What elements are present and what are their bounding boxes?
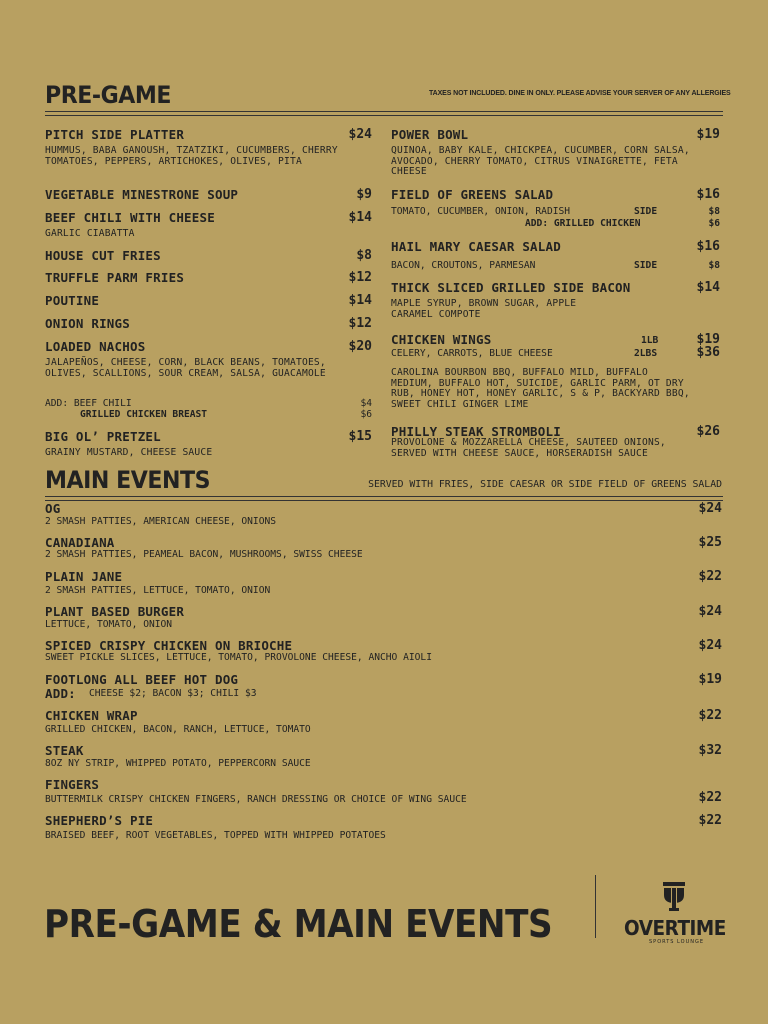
item-description: BACON, CROUTONS, PARMESAN bbox=[391, 260, 536, 271]
item-name: BEEF CHILI WITH CHEESE bbox=[45, 210, 215, 225]
brand-name: OVERTIME bbox=[624, 916, 726, 940]
pregame-rule-bottom bbox=[45, 115, 723, 116]
item-price: $15 bbox=[348, 429, 372, 444]
item-price: $32 bbox=[698, 743, 722, 758]
add-on-price: $4 bbox=[360, 398, 372, 409]
item-price: $16 bbox=[696, 187, 720, 202]
item-price: $8 bbox=[356, 248, 372, 263]
main-events-title: MAIN EVENTS bbox=[45, 466, 211, 494]
item-price: $19 bbox=[698, 672, 722, 687]
add-on-label: ADD: BEEF CHILI bbox=[45, 398, 132, 409]
item-price: $24 bbox=[698, 501, 722, 516]
side-label: SIDE bbox=[634, 260, 658, 271]
item-name: FIELD OF GREENS SALAD bbox=[391, 187, 554, 202]
item-description: LETTUCE, TOMATO, ONION bbox=[45, 619, 173, 630]
item-name: CHICKEN WINGS bbox=[391, 332, 492, 347]
add-on-options: CHEESE $2; BACON $3; CHILI $3 bbox=[89, 688, 257, 699]
item-description: GARLIC CIABATTA bbox=[45, 228, 135, 239]
item-name: POUTINE bbox=[45, 293, 100, 308]
item-description: PROVOLONE & MOZZARELLA CHEESE, SAUTEED ONIONS, SERVED WITH CHEESE SAUCE, HORSERADISH SAUCE bbox=[391, 437, 666, 459]
item-name: BIG OL’ PRETZEL bbox=[45, 429, 161, 444]
item-description: SWEET PICKLE SLICES, LETTUCE, TOMATO, PROVOLONE CHEESE, ANCHO AIOLI bbox=[45, 652, 432, 663]
item-price: $26 bbox=[696, 424, 720, 439]
add-on-price: $6 bbox=[360, 409, 372, 420]
item-price: $22 bbox=[698, 813, 722, 828]
item-price: $24 bbox=[348, 127, 372, 142]
add-on-label: ADD: GRILLED CHICKEN bbox=[525, 218, 641, 229]
add-on-price: $6 bbox=[708, 218, 720, 229]
item-name: OG bbox=[45, 501, 61, 516]
item-description: TOMATO, CUCUMBER, ONION, RADISH bbox=[391, 206, 571, 217]
item-description: 2 SMASH PATTIES, LETTUCE, TOMATO, ONION bbox=[45, 585, 271, 596]
item-name: THICK SLICED GRILLED SIDE BACON bbox=[391, 280, 631, 295]
item-price: $22 bbox=[698, 790, 722, 805]
item-name: SHEPHERD’S PIE bbox=[45, 813, 154, 828]
pregame-title: PRE-GAME bbox=[45, 81, 172, 109]
item-price: $24 bbox=[698, 638, 722, 653]
item-description: QUINOA, BABY KALE, CHICKPEA, CUCUMBER, CORN SALSA, AVOCADO, CHERRY TOMATO, CITRUS VINAIGRETTE, FETA CHEESE bbox=[391, 145, 690, 178]
item-price: $24 bbox=[698, 604, 722, 619]
item-description: GRILLED CHICKEN, BACON, RANCH, LETTUCE, TOMATO bbox=[45, 724, 311, 735]
item-price: $14 bbox=[348, 293, 372, 308]
item-price: $14 bbox=[348, 210, 372, 225]
item-name: PLAIN JANE bbox=[45, 569, 123, 584]
allergy-notice: TAXES NOT INCLUDED. DINE IN ONLY. PLEASE ADVISE YOUR SERVER OF ANY ALLERGIES bbox=[429, 90, 731, 97]
item-description: JALAPEÑOS, CHEESE, CORN, BLACK BEANS, TOMATOES, OLIVES, SCALLIONS, SOUR CREAM, SALSA, GUACAMOLE bbox=[45, 357, 326, 379]
item-price: $12 bbox=[348, 316, 372, 331]
item-name: STEAK bbox=[45, 743, 84, 758]
item-name: TRUFFLE PARM FRIES bbox=[45, 270, 185, 285]
served-with-note: SERVED WITH FRIES, SIDE CAESAR OR SIDE FIELD OF GREENS SALAD bbox=[368, 479, 722, 490]
item-name: LOADED NACHOS bbox=[45, 339, 146, 354]
item-description: BRAISED BEEF, ROOT VEGETABLES, TOPPED WITH WHIPPED POTATOES bbox=[45, 830, 386, 841]
item-name: ONION RINGS bbox=[45, 316, 130, 331]
pregame-rule-top bbox=[45, 111, 723, 112]
side-label: SIDE bbox=[634, 206, 658, 217]
side-price: $8 bbox=[708, 206, 720, 217]
add-on-label: GRILLED CHICKEN BREAST bbox=[80, 409, 208, 420]
item-name: FINGERS bbox=[45, 777, 100, 792]
item-description: MAPLE SYRUP, BROWN SUGAR, APPLE CARAMEL COMPOTE bbox=[391, 298, 577, 320]
mains-rule-bottom bbox=[45, 500, 723, 501]
item-price: $16 bbox=[696, 239, 720, 254]
size-label: 1LB bbox=[641, 335, 659, 346]
item-price: $20 bbox=[348, 339, 372, 354]
brand-tagline: SPORTS LOUNGE bbox=[649, 939, 705, 945]
size-label: 2LBS bbox=[634, 348, 658, 359]
item-description: HUMMUS, BABA GANOUSH, TZATZIKI, CUCUMBERS, CHERRY TOMATOES, PEPPERS, ARTICHOKES, OLIVES, PITA bbox=[45, 145, 338, 167]
item-name: SPICED CRISPY CHICKEN ON BRIOCHE bbox=[45, 638, 293, 653]
wing-flavours: CAROLINA BOURBON BBQ, BUFFALO MILD, BUFFALO MEDIUM, BUFFALO HOT, SUICIDE, GARLIC PARM, OT DRY RUB, HONEY HOT, HONEY GARLIC, S & P, BACKYARD BBQ, SWEET CHILI GINGER LIME bbox=[391, 367, 690, 410]
add-on-label: ADD: bbox=[45, 686, 76, 701]
mains-rule-top bbox=[45, 496, 723, 497]
item-price: $9 bbox=[356, 187, 372, 202]
item-name: POWER BOWL bbox=[391, 127, 469, 142]
item-description: 8OZ NY STRIP, WHIPPED POTATO, PEPPERCORN SAUCE bbox=[45, 758, 311, 769]
footer-title: PRE-GAME & MAIN EVENTS bbox=[44, 902, 553, 946]
item-name: CANADIANA bbox=[45, 535, 115, 550]
side-price: $8 bbox=[708, 260, 720, 271]
item-name: PITCH SIDE PLATTER bbox=[45, 127, 185, 142]
item-name: VEGETABLE MINESTRONE SOUP bbox=[45, 187, 239, 202]
item-description: 2 SMASH PATTIES, AMERICAN CHEESE, ONIONS bbox=[45, 516, 277, 527]
overtime-trophy-logo-icon bbox=[660, 881, 688, 913]
item-name: PLANT BASED BURGER bbox=[45, 604, 185, 619]
item-price: $12 bbox=[348, 270, 372, 285]
footer-divider bbox=[595, 875, 596, 938]
item-price: $22 bbox=[698, 708, 722, 723]
item-price: $25 bbox=[698, 535, 722, 550]
item-name: CHICKEN WRAP bbox=[45, 708, 138, 723]
item-price: $19 bbox=[696, 127, 720, 142]
item-description: CELERY, CARROTS, BLUE CHEESE bbox=[391, 348, 553, 359]
item-name: HAIL MARY CAESAR SALAD bbox=[391, 239, 561, 254]
item-description: 2 SMASH PATTIES, PEAMEAL BACON, MUSHROOMS, SWISS CHEESE bbox=[45, 549, 363, 560]
item-price: $22 bbox=[698, 569, 722, 584]
item-price: $14 bbox=[696, 280, 720, 295]
item-price: $36 bbox=[696, 345, 720, 360]
item-name: HOUSE CUT FRIES bbox=[45, 248, 161, 263]
item-name: PHILLY STEAK STROMBOLI bbox=[391, 424, 561, 439]
item-description: BUTTERMILK CRISPY CHICKEN FINGERS, RANCH DRESSING OR CHOICE OF WING SAUCE bbox=[45, 794, 467, 805]
item-name: FOOTLONG ALL BEEF HOT DOG bbox=[45, 672, 239, 687]
item-description: GRAINY MUSTARD, CHEESE SAUCE bbox=[45, 447, 213, 458]
item-price: $19 bbox=[696, 332, 720, 347]
